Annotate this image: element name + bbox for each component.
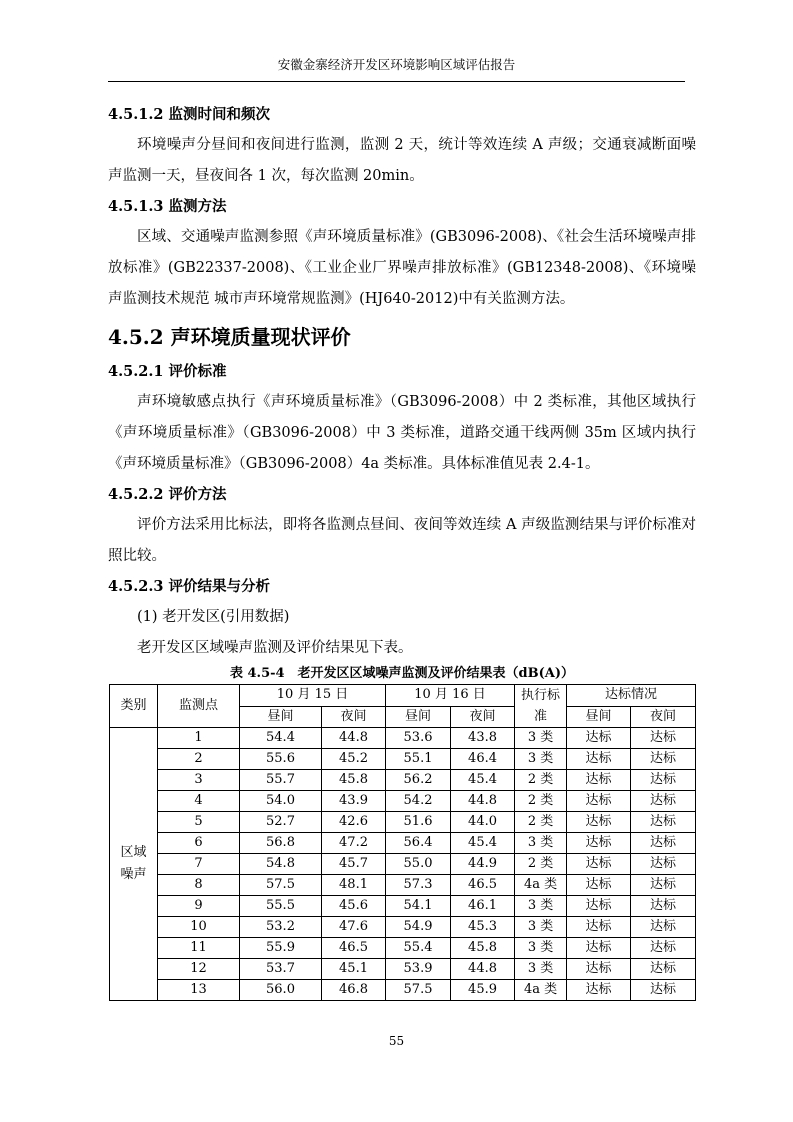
- cell-point: 5: [158, 812, 240, 833]
- header-category: 类别: [110, 685, 158, 728]
- cell-night-oct16: 46.5: [451, 875, 515, 896]
- cell-day-oct16: 56.2: [386, 770, 451, 791]
- table-row: [110, 833, 696, 854]
- cell-day-oct15: 52.7: [240, 812, 322, 833]
- heading-4-5-1-3: 4.5.1.3 监测方法: [108, 198, 227, 215]
- cell-day-oct15: 56.8: [240, 833, 322, 854]
- cell-night-oct15: 42.6: [322, 812, 386, 833]
- table-row: [110, 770, 696, 791]
- cell-day-oct15: 54.4: [240, 728, 322, 749]
- cell-night-compliance: 达标: [631, 812, 696, 833]
- cell-standard: 2 类: [515, 791, 567, 812]
- cell-point: 8: [158, 875, 240, 896]
- cell-night-oct15: 45.7: [322, 854, 386, 875]
- paragraph-monitoring-method: 区域、交通噪声监测参照《声环境质量标准》(GB3096-2008)、《社会生活环境噪声排放标准》(GB22337-2008)、《工业企业厂界噪声排放标准》(GB12348-2008)、《环境噪声监测技术规范 城市声环境常规监测》(HJ640-2012)中有关监测方法。: [108, 229, 696, 307]
- cell-standard: 4a 类: [515, 875, 567, 896]
- cell-night-compliance: 达标: [631, 938, 696, 959]
- heading-4-5-1-2: 4.5.1.2 监测时间和频次: [108, 106, 271, 123]
- cell-night-oct15: 47.6: [322, 917, 386, 938]
- cell-day-oct16: 54.1: [386, 896, 451, 917]
- cell-night-compliance: 达标: [631, 770, 696, 791]
- table-row: [110, 812, 696, 833]
- table-row: [110, 980, 696, 1001]
- cell-point: 4: [158, 791, 240, 812]
- cell-point: 9: [158, 896, 240, 917]
- cell-day-compliance: 达标: [567, 749, 631, 770]
- cell-night-compliance: 达标: [631, 896, 696, 917]
- header-night-2: 夜间: [451, 706, 515, 728]
- cell-point: 13: [158, 980, 240, 1001]
- cell-day-oct16: 56.4: [386, 833, 451, 854]
- cell-point: 6: [158, 833, 240, 854]
- cell-standard: 3 类: [515, 959, 567, 980]
- header-day-1: 昼间: [240, 706, 322, 728]
- cell-standard: 3 类: [515, 917, 567, 938]
- cell-night-oct15: 45.1: [322, 959, 386, 980]
- cell-point: 11: [158, 938, 240, 959]
- cell-standard: 2 类: [515, 854, 567, 875]
- cell-point: 2: [158, 749, 240, 770]
- cell-day-oct16: 55.4: [386, 938, 451, 959]
- cell-night-oct16: 43.8: [451, 728, 515, 749]
- table-row: [110, 728, 696, 749]
- cell-night-compliance: 达标: [631, 917, 696, 938]
- cell-standard: 4a 类: [515, 980, 567, 1001]
- cell-night-oct16: 45.8: [451, 938, 515, 959]
- header-night-compliance: 夜间: [631, 706, 696, 728]
- cell-day-oct16: 55.0: [386, 854, 451, 875]
- cell-night-oct16: 44.8: [451, 791, 515, 812]
- list-item-old-zone: (1) 老开发区(引用数据): [137, 609, 290, 625]
- cell-night-compliance: 达标: [631, 854, 696, 875]
- cell-day-compliance: 达标: [567, 791, 631, 812]
- cell-night-compliance: 达标: [631, 728, 696, 749]
- cell-day-oct15: 54.0: [240, 791, 322, 812]
- table-body: [110, 685, 696, 1001]
- table-row: [110, 749, 696, 770]
- table-row: [110, 854, 696, 875]
- cell-point: 7: [158, 854, 240, 875]
- cell-standard: 2 类: [515, 770, 567, 791]
- cell-standard: 3 类: [515, 833, 567, 854]
- cell-day-oct15: 54.8: [240, 854, 322, 875]
- cell-night-oct15: 45.6: [322, 896, 386, 917]
- cell-day-oct15: 56.0: [240, 980, 322, 1001]
- cell-point: 12: [158, 959, 240, 980]
- cell-night-oct16: 44.9: [451, 854, 515, 875]
- cell-night-oct16: 45.3: [451, 917, 515, 938]
- cell-day-compliance: 达标: [567, 854, 631, 875]
- cell-day-oct16: 55.1: [386, 749, 451, 770]
- cell-day-oct15: 55.9: [240, 938, 322, 959]
- cell-day-compliance: 达标: [567, 980, 631, 1001]
- table-header-row: [110, 685, 696, 707]
- heading-4-5-2-1: 4.5.2.1 评价标准: [108, 363, 227, 380]
- table-row: [110, 938, 696, 959]
- paragraph-table-intro: 老开发区区域噪声监测及评价结果见下表。: [137, 640, 413, 656]
- table-row: [110, 791, 696, 812]
- table-row: [110, 896, 696, 917]
- table-row: [110, 959, 696, 980]
- cell-standard: 2 类: [515, 812, 567, 833]
- cell-night-oct16: 45.9: [451, 980, 515, 1001]
- paragraph-monitoring-frequency: 环境噪声分昼间和夜间进行监测，监测 2 天，统计等效连续 A 声级；交通衰减断面噪声监测一天，昼夜间各 1 次，每次监测 20min。: [108, 137, 696, 184]
- header-day-compliance: 昼间: [567, 706, 631, 728]
- table-row: [110, 917, 696, 938]
- cell-day-oct15: 57.5: [240, 875, 322, 896]
- cell-night-oct15: 46.8: [322, 980, 386, 1001]
- cell-night-compliance: 达标: [631, 980, 696, 1001]
- cell-day-compliance: 达标: [567, 959, 631, 980]
- cell-day-oct16: 53.9: [386, 959, 451, 980]
- cell-day-oct16: 54.9: [386, 917, 451, 938]
- cell-day-compliance: 达标: [567, 770, 631, 791]
- page-number: 55: [388, 1034, 405, 1048]
- cell-night-oct15: 43.9: [322, 791, 386, 812]
- header-night-1: 夜间: [322, 706, 386, 728]
- cell-point: 3: [158, 770, 240, 791]
- cell-standard: 3 类: [515, 938, 567, 959]
- cell-night-compliance: 达标: [631, 791, 696, 812]
- cell-standard: 3 类: [515, 749, 567, 770]
- cell-day-oct15: 55.6: [240, 749, 322, 770]
- cell-standard: 3 类: [515, 728, 567, 749]
- cell-day-compliance: 达标: [567, 896, 631, 917]
- cell-night-compliance: 达标: [631, 749, 696, 770]
- cell-night-oct16: 44.8: [451, 959, 515, 980]
- page-header: 安徽金寨经济开发区环境影响区域评估报告: [108, 55, 685, 82]
- cell-point: 10: [158, 917, 240, 938]
- cell-standard: 3 类: [515, 896, 567, 917]
- document-body: [108, 100, 696, 1001]
- cell-night-compliance: 达标: [631, 959, 696, 980]
- cell-night-oct16: 45.4: [451, 833, 515, 854]
- cell-night-oct15: 46.5: [322, 938, 386, 959]
- category-cell: 区域噪声: [110, 728, 158, 1001]
- header-date-2: 10 月 16 日: [386, 685, 515, 707]
- cell-night-oct16: 44.0: [451, 812, 515, 833]
- cell-night-oct16: 46.1: [451, 896, 515, 917]
- header-day-2: 昼间: [386, 706, 451, 728]
- cell-night-oct15: 45.8: [322, 770, 386, 791]
- header-point: 监测点: [158, 685, 240, 728]
- cell-day-oct16: 51.6: [386, 812, 451, 833]
- cell-night-oct16: 46.4: [451, 749, 515, 770]
- noise-results-table: [109, 684, 696, 1001]
- cell-day-compliance: 达标: [567, 833, 631, 854]
- cell-night-oct15: 48.1: [322, 875, 386, 896]
- cell-day-oct16: 54.2: [386, 791, 451, 812]
- cell-day-oct15: 55.5: [240, 896, 322, 917]
- cell-day-oct16: 57.3: [386, 875, 451, 896]
- cell-day-compliance: 达标: [567, 917, 631, 938]
- header-date-1: 10 月 15 日: [240, 685, 386, 707]
- header-standard: 执行标准: [515, 685, 567, 728]
- cell-day-oct16: 53.6: [386, 728, 451, 749]
- cell-point: 1: [158, 728, 240, 749]
- paragraph-evaluation-standard: 声环境敏感点执行《声环境质量标准》（GB3096-2008）中 2 类标准，其他区域执行《声环境质量标准》（GB3096-2008）中 3 类标准，道路交通干线两侧 35m 区域内执行《声环境质量标准》（GB3096-2008）4a 类标准。具体标准值见表 2.4-1。: [108, 394, 696, 472]
- cell-day-oct15: 53.2: [240, 917, 322, 938]
- cell-day-oct15: 53.7: [240, 959, 322, 980]
- heading-4-5-2-2: 4.5.2.2 评价方法: [108, 486, 227, 503]
- heading-4-5-2-3: 4.5.2.3 评价结果与分析: [108, 578, 271, 595]
- heading-4-5-2: 4.5.2 声环境质量现状评价: [108, 325, 351, 349]
- cell-night-oct15: 47.2: [322, 833, 386, 854]
- table-caption: 表 4.5-4 老开发区区域噪声监测及评价结果表（dB(A)）: [229, 666, 575, 681]
- cell-night-oct15: 45.2: [322, 749, 386, 770]
- cell-day-compliance: 达标: [567, 728, 631, 749]
- cell-night-oct15: 44.8: [322, 728, 386, 749]
- cell-day-compliance: 达标: [567, 875, 631, 896]
- cell-day-compliance: 达标: [567, 938, 631, 959]
- paragraph-evaluation-method: 评价方法采用比标法，即将各监测点昼间、夜间等效连续 A 声级监测结果与评价标准对照比较。: [108, 517, 696, 564]
- header-compliance: 达标情况: [567, 685, 696, 707]
- cell-night-oct16: 45.4: [451, 770, 515, 791]
- cell-night-compliance: 达标: [631, 833, 696, 854]
- table-row: [110, 875, 696, 896]
- cell-day-oct15: 55.7: [240, 770, 322, 791]
- cell-day-oct16: 57.5: [386, 980, 451, 1001]
- cell-night-compliance: 达标: [631, 875, 696, 896]
- cell-day-compliance: 达标: [567, 812, 631, 833]
